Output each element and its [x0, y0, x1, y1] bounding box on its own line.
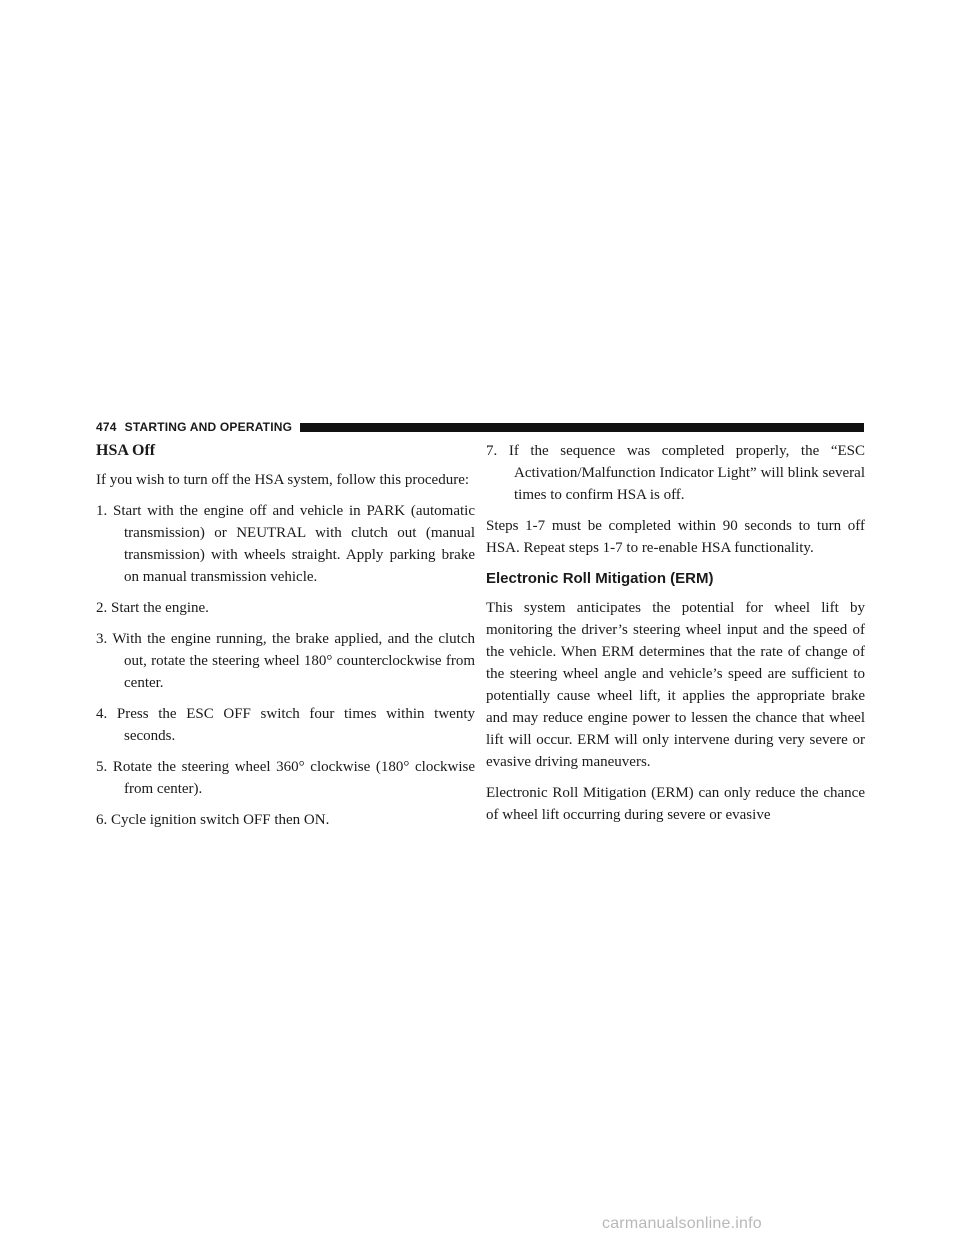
left-column: [96, 440, 475, 840]
header-rule: [300, 423, 864, 432]
watermark: carmanualsonline.info: [602, 1215, 762, 1232]
page-header: [96, 421, 864, 434]
erm-paragraph-2: Electronic Roll Mitigation (ERM) can only reduce the chance of wheel lift occurring during severe or evasive: [486, 785, 865, 823]
step-5: 5. Rotate the steering wheel 360° clockwise (180° clockwise from center).: [96, 759, 475, 797]
section-title: STARTING AND OPERATING: [124, 420, 293, 434]
erm-paragraph-1: This system anticipates the potential for wheel lift by monitoring the driver’s steering wheel input and the speed of the vehicle. When ERM determines that the rate of change of the steering wheel angle and vehicle’s speed are sufficient to potentially cause wheel lift, it applies the appropriate brake and may reduce engine power to lessen the chance that wheel lift will occur. ERM will only intervene during very severe or evasive driving maneuvers.: [486, 600, 865, 770]
steps-note: Steps 1-7 must be completed within 90 seconds to turn off HSA. Repeat steps 1-7 to re-enable HSA functionality.: [486, 518, 865, 556]
erm-heading: Electronic Roll Mitigation (ERM): [486, 570, 714, 587]
hsa-off-heading: HSA Off: [96, 442, 156, 459]
step-2: 2. Start the engine.: [96, 600, 209, 616]
step-1: 1. Start with the engine off and vehicle in PARK (automatic transmission) or NEUTRAL with clutch out (manual transmission) with wheels straight. Apply parking brake on manual transmission vehicle.: [96, 503, 475, 585]
intro-paragraph: If you wish to turn off the HSA system, follow this procedure:: [96, 472, 470, 488]
step-3: 3. With the engine running, the brake applied, and the clutch out, rotate the steering wheel 180° counterclockwise from center.: [96, 631, 475, 691]
page-number: 474: [96, 420, 117, 434]
step-6: 6. Cycle ignition switch OFF then ON.: [96, 812, 330, 828]
step-4: 4. Press the ESC OFF switch four times within twenty seconds.: [96, 706, 475, 744]
step-7: 7. If the sequence was completed properly, the “ESC Activation/Malfunction Indicator Light” will blink several times to confirm HSA is off.: [486, 443, 865, 503]
right-column: [486, 440, 865, 835]
